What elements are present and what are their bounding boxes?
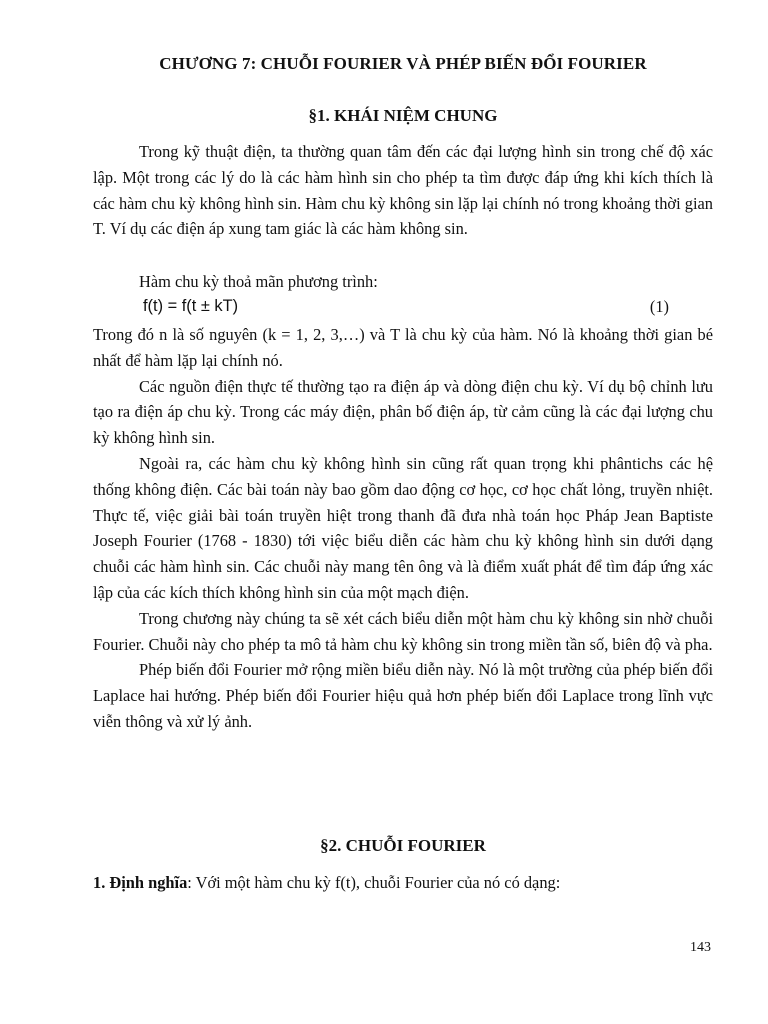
equation-intro: Hàm chu kỳ thoả mãn phương trình: [139, 272, 378, 291]
equation-row [143, 297, 669, 316]
paragraph: Trong đó n là số nguyên (k = 1, 2, 3,…) và T là chu kỳ của hàm. Nó là khoảng thời gian bé nhất để hàm lặp lại chính nó. [93, 325, 713, 370]
paragraph: Phép biến đổi Fourier mở rộng miền biểu diễn này. Nó là một trường của phép biến đổi Laplace hai hướng. Phép biến đổi Fourier hiệu quả hơn phép biến đổi Laplace trong lĩnh vực viễn thông và xử lý ảnh. [93, 660, 713, 731]
section-2-title: §2. CHUỖI FOURIER [320, 836, 486, 855]
equation-number: (1) [649, 297, 669, 316]
paragraph: Ngoài ra, các hàm chu kỳ không hình sin cũng rất quan trọng khi phântichs các hệ thống không điện. Các bài toán này bao gồm dao động cơ học, cơ học chất lỏng, truyền nhiệt. Thực tế, việc giải bài toán truyền hiệt trong thanh đã đưa nhà toán học Pháp Jean Baptiste Joseph Fourier (1768 - 1830) tới việc biểu diễn các hàm chu kỳ không hình sin dưới dạng chuỗi các hàm hình sin. Các chuỗi này mang tên ông và là điểm xuất phát để tìm đáp ứng xác lập của các kích thích không hình sin của một mạch điện. [93, 453, 713, 602]
paragraph: Trong chương này chúng ta sẽ xét cách biểu diễn một hàm chu kỳ không sin nhờ chuỗi Fourier. Chuỗi này cho phép ta mô tả hàm chu kỳ không sin trong miền tần số, biên độ và pha. [93, 608, 713, 654]
page-number: 143 [690, 940, 711, 955]
definition-text: : Với một hàm chu kỳ f(t), chuỗi Fourier của nó có dạng: [187, 873, 561, 892]
paragraph: Trong kỹ thuật điện, ta thường quan tâm đến các đại lượng hình sin trong chế độ xác lập. Một trong các lý do là các hàm hình sin cho phép ta tìm được đáp ứng khi kích thích là các hàm chu kỳ không hình sin. Hàm chu kỳ không sin lặp lại chính nó trong khoảng thời gian T. Ví dụ các điện áp xung tam giác là các hàm không sin. [93, 142, 713, 239]
equation: f(t) = f(t ± kT) [143, 297, 239, 315]
definition-term: 1. Định nghĩa [93, 873, 188, 892]
chapter-title: CHƯƠNG 7: CHUỖI FOURIER VÀ PHÉP BIẾN ĐỔI FOURIER [159, 54, 647, 73]
paragraph: Các nguồn điện thực tế thường tạo ra điện áp và dòng điện chu kỳ. Ví dụ bộ chỉnh lưu tạo ra điện áp chu kỳ. Trong các máy điện, phân bố điện áp, từ cảm cũng là các đại lượng chu kỳ không hình sin. [93, 376, 713, 448]
section-1-body-continued [93, 322, 713, 735]
definition-line [93, 873, 560, 893]
section-1-body [93, 139, 713, 242]
section-1-title: §1. KHÁI NIỆM CHUNG [308, 106, 498, 125]
